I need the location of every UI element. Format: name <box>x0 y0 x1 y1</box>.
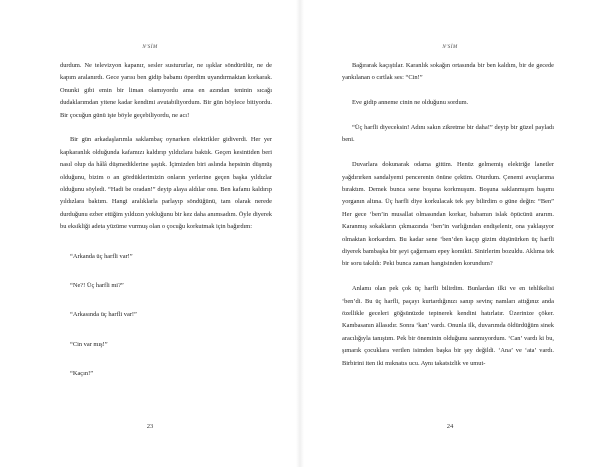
right-page <box>300 0 600 467</box>
page-body <box>342 60 554 370</box>
dialogue-line: “Arkasında üç harfli var!” <box>70 311 137 319</box>
paragraph: durdum. Ne televizyon kapanır, sesler sustururlar, ne ışıklar söndürülür, ne de kapım aralanırdı. Gece yarısı ben gidip babamı öperdim uyandırmaktan korkarak. Onunki gibi emin bir liman olamıyordu ama en azından teninin sıcağı dudaklarımdan yitene kadar kendimi avutabiliyordum. Bir gün böylece bitiyordu. Bir çocuğun günü işte böyle geçebiliyordu, ne acı! <box>60 62 272 119</box>
paragraph: Bağırarak kaçıştılar. Karanlık sokağın ortasında bir ben kaldım, bir de gecede yankılanan o cırtlak ses: “Cin!” <box>342 62 554 82</box>
running-header: N'SİM <box>442 45 458 50</box>
paragraph: Bir gün arkadaşlarımla saklambaç oynarken elektrikler gidiverdi. Her yer kapkaranlık olduğunda kafamızı kaldırıp yıldızlara baktık. Geçen kesintiden beri nasıl olup da hâlâ düşmediklerine şaştık. İçimizden biri aslında hepsinin düşmüş olduğunu, bizim o an gördüklerimizin onların yerlerine geçen başka yıldızlar olduğunu söyledi. “Hadi be oradan!” deyip alaya aldılar onu. Ben kafamı kaldırıp yıldızlara baktım. Hangi aralıklarla parlayıp söndüğünü, tam olarak nerede durduğunu ezber ettiğim yıldızın yokluğunu bir kez daha anımsadım. Öyle diyerek bu eksikliği adeta yüzüme vurmuş olan o çocuğu korkutmak için bağırdım: <box>60 136 272 231</box>
dialogue-line: “Kaçın!” <box>70 370 94 378</box>
running-header: N'SİM <box>142 45 158 50</box>
paragraph: “Üç harfli diyeceksin! Adını sakın zikretme bir daha!” deyip bir güzel payladı beni. <box>342 124 554 144</box>
page-body <box>60 60 272 381</box>
dialogue-line: “Ne?! Üç harfli mi?” <box>70 282 124 290</box>
dialogue-line: “Cin var mış!” <box>70 340 108 348</box>
paragraph: Eve gidip anneme cinin ne olduğunu sordum. <box>352 99 469 107</box>
page-number: 23 <box>146 423 154 430</box>
paragraph: Anlamı olan pek çok üç harfli bilirdim. Bunlardan ilki ve en tehlikelisi ‘ben’di. Bu üç harfli, paçayı kurtardığınızı sanıp sevinç namları attığınız anda özellikle geceleri göğsünüzde tepinerek kendini hatırlatır. Üzerinize çöker. Kambasanın ällasıdır. Sonra ‘kan’ vardı. Onunla ilk, duvarımda öldürdüğüm sinek aracılığıyla tanıştım. Pek bir öneminin olduğunu sanmıyordum. ‘Can’ vardı ki bu, şımarık çocuklara verilen isimden başka bir şey değildi. ‘Ana’ ve ‘ata’ vardı. Birbirini iten iki mıknatıs ucu. Aynı takatsizlik ve umut- <box>342 285 554 367</box>
page-number: 24 <box>446 423 454 430</box>
dialogue-line: “Arkanda üç harfli var!” <box>70 252 133 260</box>
paragraph: Duvarlara dokunarak odama gittim. Henüz gelmemiş elektriğe lanetler yağdırırken sandalyemi pencerenin önüne çektim. Oturdum. Çenemi avuçlarıma bıraktım. Demek bunca sene boşuna korkmuşum. Boşuna saklanmışım başımı yorganın altına. Üç harfli diye korkulacak tek şey bilirdim o güne değin: “Ben” Her gece ‘ben’in musallat olmasından korkar, babamın islak öpücünü ararım. Karanmış sokakların çıkmazında ‘ben’in varlığından endişelenir, ona yaklaşıyor olmaktan korkardım. Bu kadar sene ‘ben’den kaçıp gizim düşünürken üç harfli diyerek bambaşka bir şeyi çağırmam epey komikti. Sinirlerim bozuldu. Aklıma tek bir soru takıldı: Peki bunca zaman hangisinden korundum? <box>342 161 554 268</box>
